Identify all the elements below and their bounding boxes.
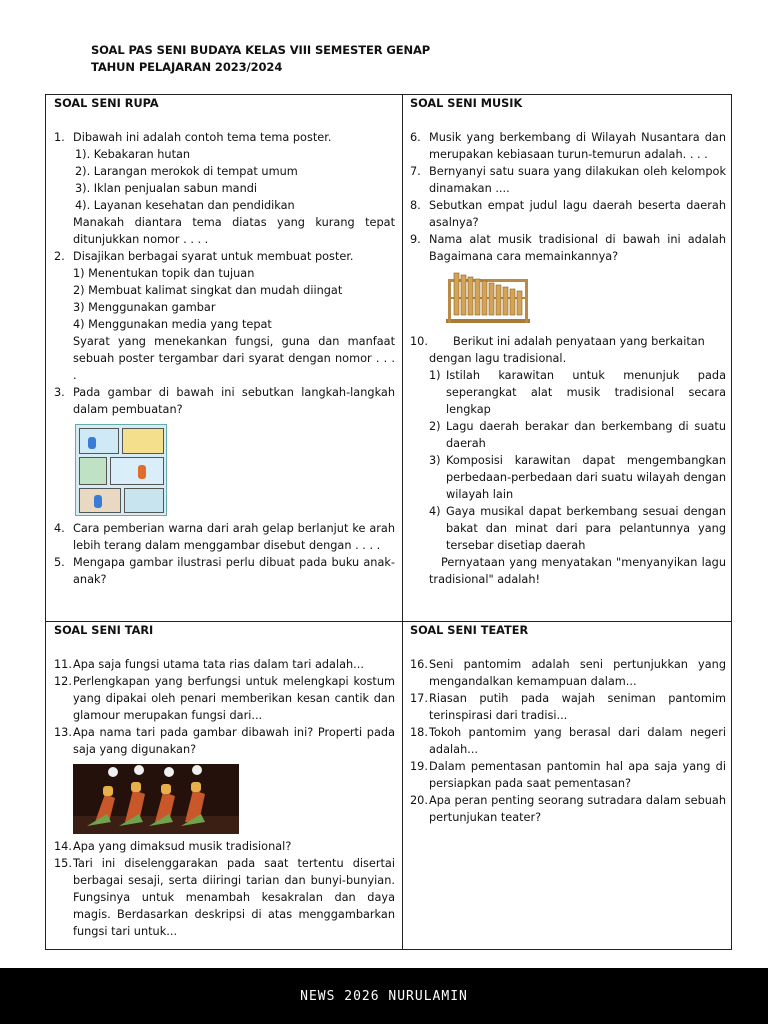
question-text: Pada gambar di bawah ini sebutkan langkah-langkah dalam pembuatan? xyxy=(73,386,395,416)
question-number: 15. xyxy=(54,857,72,870)
section-seni-tari xyxy=(54,622,395,940)
question-text: Apa yang dimaksud musik tradisional? xyxy=(73,840,292,853)
question-text: Tari ini diselenggarakan pada saat tertentu disertai berbagai sesaji, serta diiringi tarian dan bunyi-bunyian. Fungsinya untuk menambah kesakralan dan daya magis. Berdasarkan deskripsi di atas menggambarkan fungsi tari untuk... xyxy=(73,857,395,938)
question-text: Seni pantomim adalah seni pertunjukkan yang mengandalkan kemampuan dalam... xyxy=(429,658,726,688)
question-number: 9. xyxy=(410,233,421,246)
statement-2 xyxy=(410,418,726,452)
statement-number: 4) xyxy=(429,505,441,518)
footer-text: NEWS 2026 NURULAMIN xyxy=(300,988,468,1004)
question-number: 19. xyxy=(410,760,428,773)
question-text: Riasan putih pada wajah seniman pantomim terinspirasi dari tradisi... xyxy=(429,692,726,722)
question-text: Musik yang berkembang di Wilayah Nusantara dan merupakan kebiasaan turun-temurun adalah. . . . xyxy=(429,131,726,161)
question-number: 20. xyxy=(410,794,428,807)
question-18 xyxy=(410,724,726,758)
question-text: Berikut ini adalah penyataan yang berkaitan xyxy=(453,335,705,348)
statement-number: 3) xyxy=(429,454,441,467)
question-text: Dalam pementasan pantomin hal apa saja yang di persiapkan pada saat pementasan? xyxy=(429,760,726,790)
question-20 xyxy=(410,792,726,826)
statement-text: Istilah karawitan untuk menunjuk pada seperangkat alat musik tradisional secara lengkap xyxy=(446,369,726,416)
question-11 xyxy=(54,656,395,673)
question-number: 17. xyxy=(410,692,428,705)
section-seni-musik xyxy=(410,95,726,588)
question-number: 16. xyxy=(410,658,428,671)
statement-number: 2) xyxy=(429,420,441,433)
question-19 xyxy=(410,758,726,792)
question-number: 4. xyxy=(54,522,65,535)
question-16 xyxy=(410,656,726,690)
list-item: 1) Menentukan topik dan tujuan xyxy=(73,267,255,280)
question-text: Nama alat musik tradisional di bawah ini adalah Bagaimana cara memainkannya? xyxy=(429,233,726,263)
question-number: 13. xyxy=(54,726,72,739)
question-closing: Manakah diantara tema diatas yang kurang tepat ditunjukkan nomor . . . . xyxy=(73,216,395,246)
question-text: Perlengkapan yang berfungsi untuk melengkapi kostum yang dipakai oleh penari memberikan kesan cantik dan glamour merupakan fungsi dari... xyxy=(73,675,395,722)
list-item: 3) Menggunakan gambar xyxy=(73,301,216,314)
question-text-continued: dengan lagu tradisional. xyxy=(429,352,567,365)
question-13 xyxy=(54,724,395,758)
statement-1 xyxy=(410,367,726,418)
section-seni-teater xyxy=(410,622,726,826)
question-text: Apa peran penting seorang sutradara dalam sebuah pertunjukan teater? xyxy=(429,794,726,824)
question-9 xyxy=(410,231,726,265)
question-6 xyxy=(410,129,726,163)
comic-illustration-image xyxy=(75,424,167,516)
question-number: 18. xyxy=(410,726,428,739)
question-number: 10. xyxy=(410,335,428,348)
question-number: 6. xyxy=(410,131,421,144)
section-title: SOAL SENI RUPA xyxy=(54,97,159,110)
question-2 xyxy=(54,248,395,265)
question-number: 11. xyxy=(54,658,72,671)
statement-text: Lagu daerah berakar dan berkembang di suatu daerah xyxy=(446,420,726,450)
question-3 xyxy=(54,384,395,418)
question-closing: Syarat yang menekankan fungsi, guna dan manfaat sebuah poster tergambar dari syarat dengan nomor . . . . xyxy=(73,335,395,382)
question-closing: Pernyataan yang menyatakan "menyanyikan lagu tradisional" adalah! xyxy=(429,556,726,586)
list-item: 4). Layanan kesehatan dan pendidikan xyxy=(75,199,295,212)
document-title: SOAL PAS SENI BUDAYA KELAS VIII SEMESTER GENAP xyxy=(91,43,431,57)
question-text: Apa saja fungsi utama tata rias dalam tari adalah... xyxy=(73,658,364,671)
question-12 xyxy=(54,673,395,724)
question-table xyxy=(45,94,732,950)
question-number: 14. xyxy=(54,840,72,853)
question-text: Bernyanyi satu suara yang dilakukan oleh kelompok dinamakan .... xyxy=(429,165,726,195)
list-item: 2). Larangan merokok di tempat umum xyxy=(75,165,298,178)
question-8 xyxy=(410,197,726,231)
statement-number: 1) xyxy=(429,369,441,382)
section-title: SOAL SENI MUSIK xyxy=(410,97,523,110)
question-number: 7. xyxy=(410,165,421,178)
statement-text: Gaya musikal dapat berkembang sesuai dengan bakat dan minat dari para pelantunnya yang tersebar disetiap daerah xyxy=(446,505,726,552)
question-text: Dibawah ini adalah contoh tema tema poster. xyxy=(73,131,332,144)
question-1 xyxy=(54,129,395,146)
question-4 xyxy=(54,520,395,554)
question-15 xyxy=(54,855,395,940)
dance-performance-image xyxy=(73,764,239,834)
document-subtitle: TAHUN PELAJARAN 2023/2024 xyxy=(91,60,283,74)
question-text: Apa nama tari pada gambar dibawah ini? Properti pada saja yang digunakan? xyxy=(73,726,395,756)
statement-text: Komposisi karawitan dapat mengembangkan perbedaan-perbedaan dari suatu wilayah dengan wilayah lain xyxy=(446,454,726,501)
section-title: SOAL SENI TEATER xyxy=(410,624,529,637)
question-text: Cara pemberian warna dari arah gelap berlanjut ke arah lebih terang dalam menggambar disebut dengan . . . . xyxy=(73,522,395,552)
question-14 xyxy=(54,838,395,855)
document-header xyxy=(91,42,430,76)
question-17 xyxy=(410,690,726,724)
list-item: 3). Iklan penjualan sabun mandi xyxy=(75,182,258,195)
section-title: SOAL SENI TARI xyxy=(54,624,154,637)
question-number: 12. xyxy=(54,675,72,688)
angklung-image xyxy=(444,269,532,327)
question-text: Tokoh pantomim yang berasal dari dalam negeri adalah... xyxy=(429,726,726,756)
list-item: 4) Menggunakan media yang tepat xyxy=(73,318,272,331)
question-number: 2. xyxy=(54,250,65,263)
question-number: 5. xyxy=(54,556,65,569)
question-10 xyxy=(410,333,726,350)
question-text: Disajikan berbagai syarat untuk membuat poster. xyxy=(73,250,354,263)
list-item: 1). Kebakaran hutan xyxy=(75,148,191,161)
table-divider-vertical xyxy=(402,95,403,949)
statement-3 xyxy=(410,452,726,503)
footer-banner xyxy=(0,968,768,1024)
question-number: 8. xyxy=(410,199,421,212)
question-text: Sebutkan empat judul lagu daerah beserta daerah asalnya? xyxy=(429,199,726,229)
statement-4 xyxy=(410,503,726,554)
question-number: 3. xyxy=(54,386,65,399)
question-5 xyxy=(54,554,395,588)
question-7 xyxy=(410,163,726,197)
list-item: 2) Membuat kalimat singkat dan mudah diingat xyxy=(73,284,343,297)
question-number: 1. xyxy=(54,131,65,144)
section-seni-rupa xyxy=(54,95,395,588)
question-text: Mengapa gambar ilustrasi perlu dibuat pada buku anak-anak? xyxy=(73,556,395,586)
